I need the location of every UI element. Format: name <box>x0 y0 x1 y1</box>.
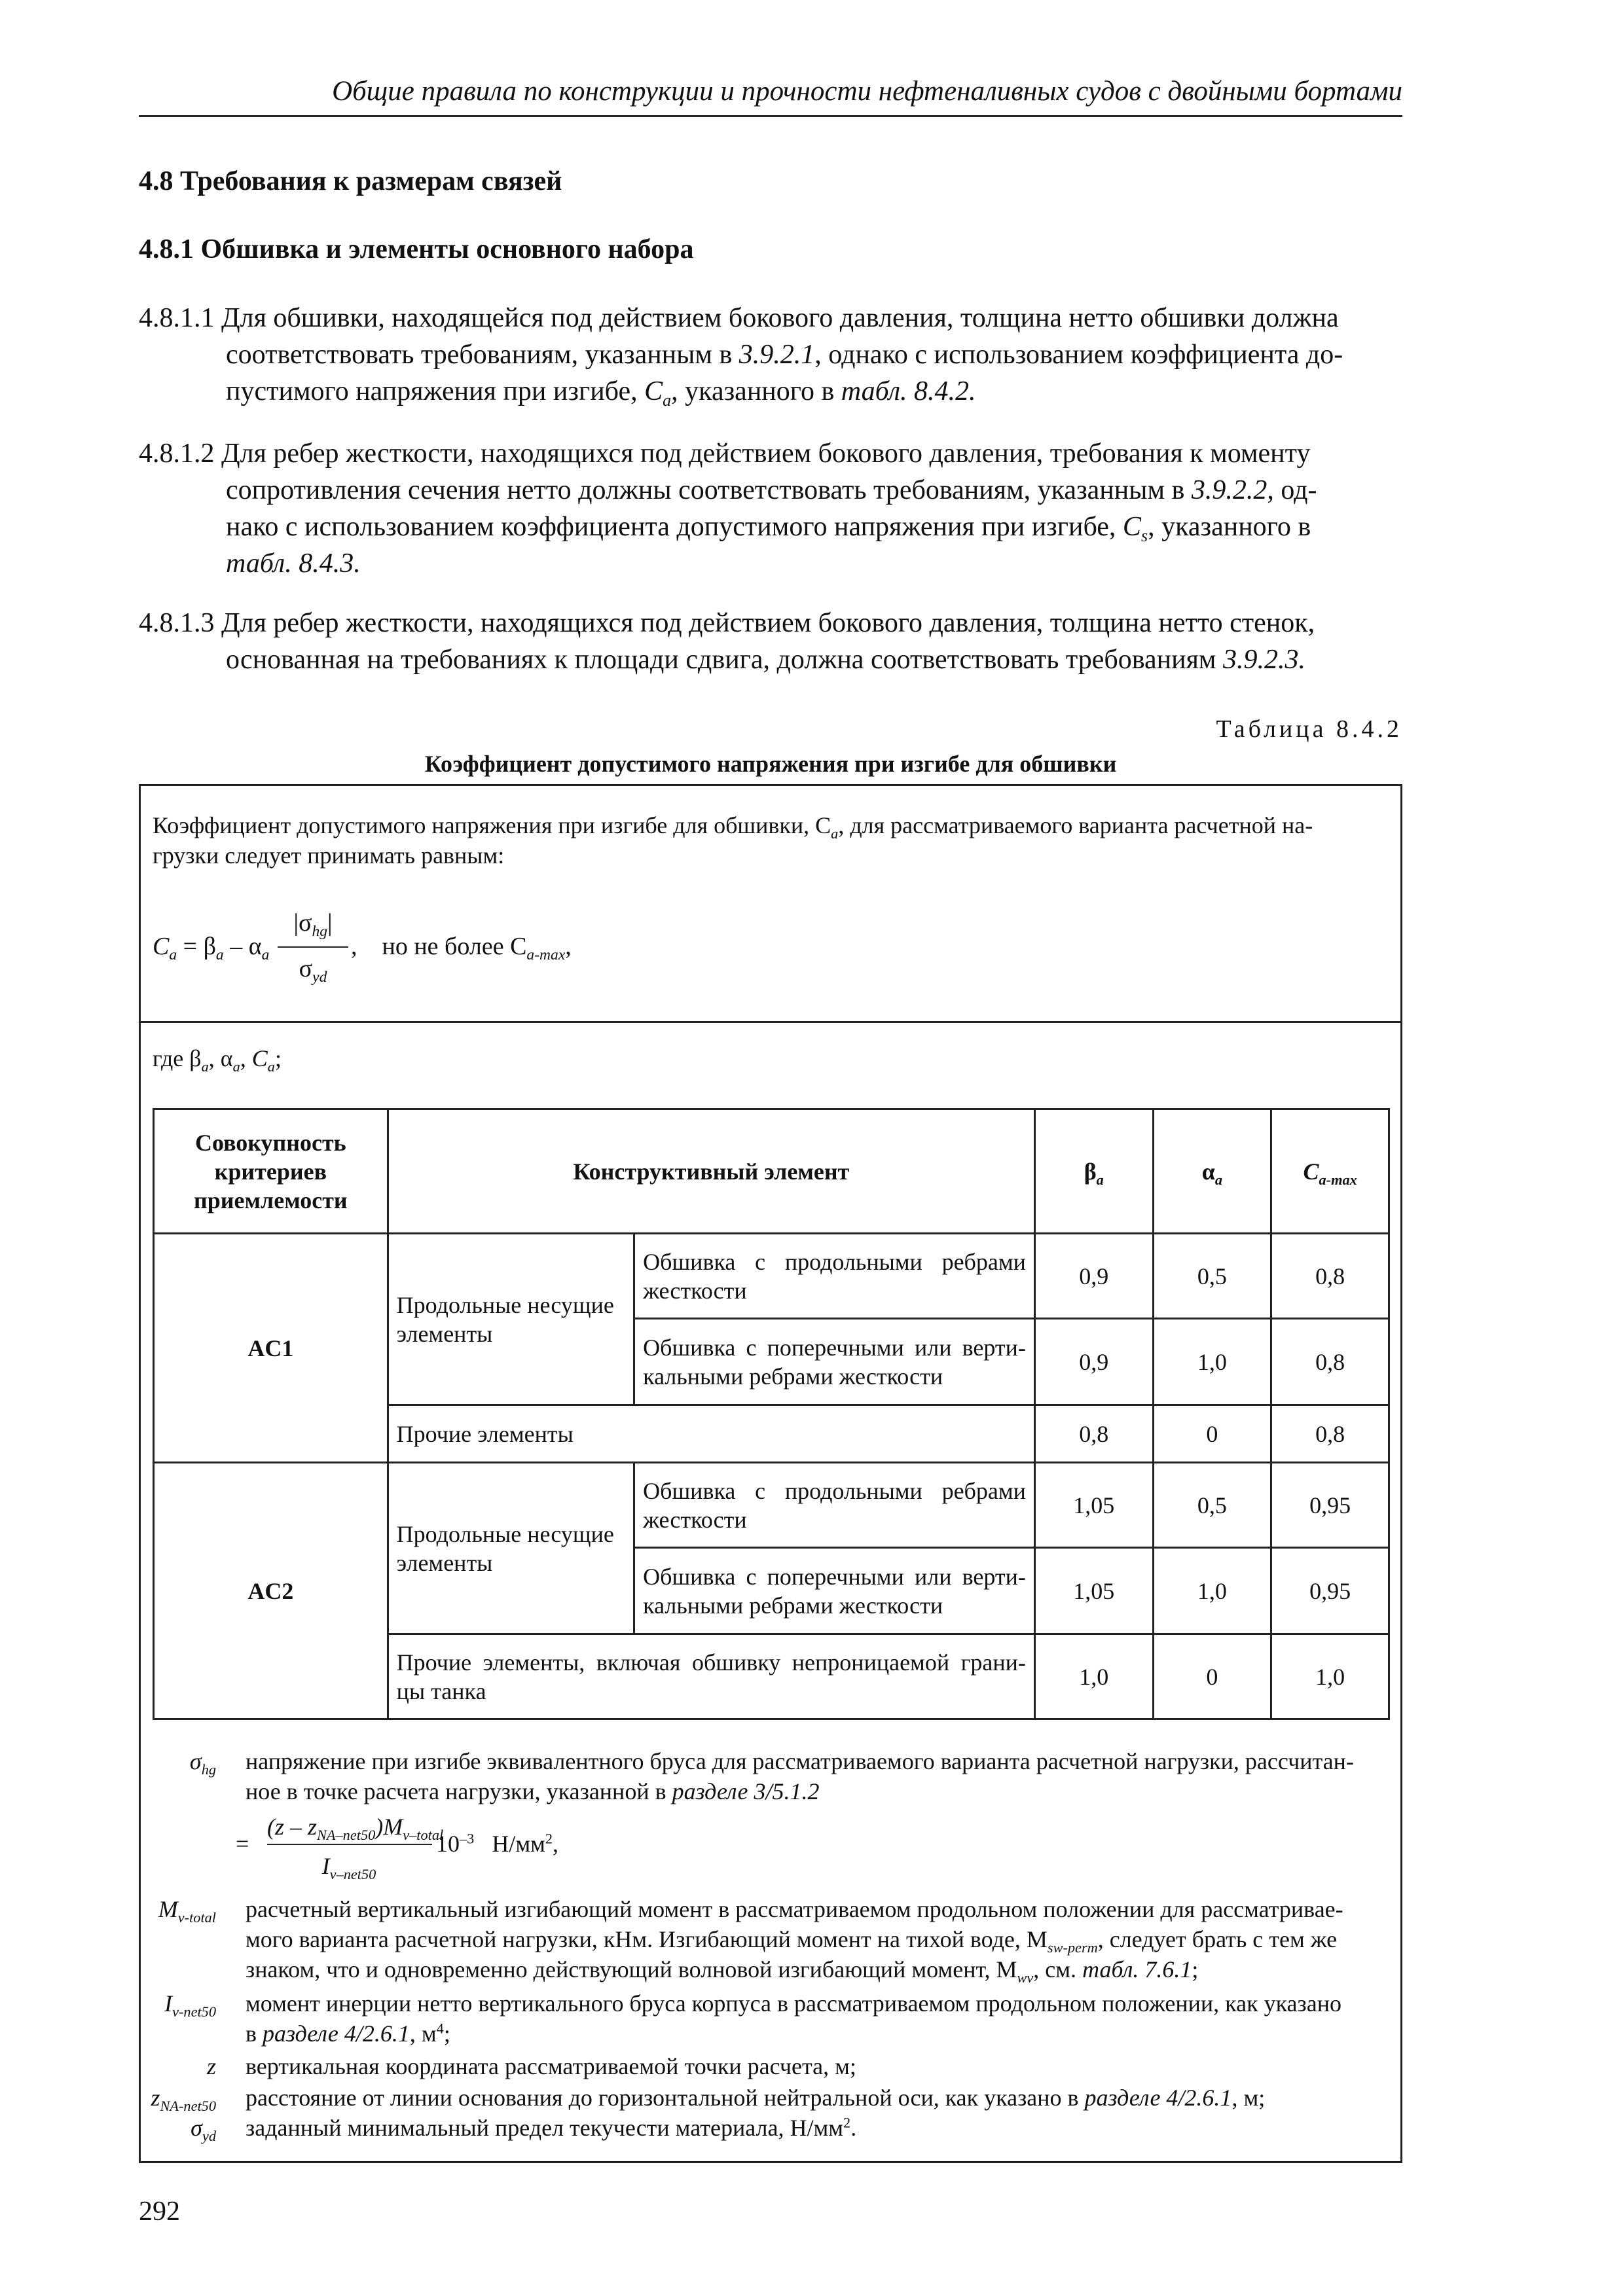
formula-text: = β <box>177 933 216 960</box>
symbol-subscript: yd <box>312 969 327 986</box>
symbol-subscript: a <box>169 946 177 964</box>
text: в <box>246 2020 263 2047</box>
formula-text: 10 <box>436 1831 460 1857</box>
symbol-letter: σ <box>189 1748 202 1774</box>
definition-text <box>246 1746 1388 1806</box>
text: , м; <box>1231 2085 1266 2111</box>
intro-line <box>153 810 1390 840</box>
header-alpha <box>1153 1109 1271 1234</box>
text: ное в точке расчета нагрузки, указанной в <box>246 1778 672 1804</box>
superscript: 2 <box>843 2114 851 2131</box>
alpha-cell: 1,0 <box>1153 1319 1271 1405</box>
header-element: Конструктивный элемент <box>388 1109 1034 1234</box>
reference-link[interactable]: табл. 8.4.3. <box>226 548 361 579</box>
symbol-subscript: a <box>267 1058 275 1075</box>
member-group-cell: Продольные несущие элементы <box>388 1463 634 1634</box>
text: пустимого напряжения при изгибе, <box>226 376 645 406</box>
text: ; <box>443 2020 450 2047</box>
symbol-subscript: a <box>663 391 672 410</box>
reference-link[interactable]: табл. 7.6.1 <box>1082 1956 1192 1982</box>
formula-text: , <box>565 933 572 960</box>
symbol-subscript: wv <box>1017 1969 1034 1986</box>
formula-text: – α <box>223 933 262 960</box>
cmax-cell: 1,0 <box>1271 1634 1389 1719</box>
text: напряжение при изгибе эквивалентного бруса для рассматриваемого варианта расчетной нагрузки, рассчитан- <box>246 1748 1354 1774</box>
text: где β <box>153 1045 202 1071</box>
formula-ca <box>153 932 270 964</box>
header-criteria: Совокупность критериев приемлемости <box>154 1109 388 1234</box>
table-label: Таблица 8.4.2 <box>1216 715 1402 743</box>
text: , C <box>240 1045 268 1071</box>
alpha-cell: 0 <box>1153 1634 1271 1719</box>
symbol-letter: I <box>164 1990 173 2017</box>
cmax-cell: 0,95 <box>1271 1548 1389 1634</box>
sigma-numerator <box>267 1812 444 1843</box>
beta-cell: 0,8 <box>1034 1405 1153 1463</box>
definition-symbol <box>158 1894 216 1924</box>
text <box>246 1776 1388 1806</box>
text: знаком, что и одновременно действующий волновой изгибающий момент, M <box>246 1956 1017 1982</box>
symbol <box>1122 512 1148 546</box>
text: , м <box>409 2020 437 2047</box>
definition-symbol <box>151 2083 216 2113</box>
superscript: –3 <box>460 1830 475 1847</box>
symbol-subscript: s <box>1140 526 1148 546</box>
formula-tail: , но не более $C_{a-max}$, <box>351 933 572 964</box>
cmax-cell: 0,8 <box>1271 1234 1389 1319</box>
definition-symbol: z <box>206 2053 216 2079</box>
paragraph-4-8-1-2 <box>139 435 1402 582</box>
symbol-letter: σ <box>191 2115 202 2141</box>
formula-text: (z – z <box>267 1814 318 1840</box>
fraction-bar <box>267 1844 432 1845</box>
beta-cell: 1,05 <box>1034 1463 1153 1548</box>
text <box>246 1924 1388 1954</box>
reference-link[interactable]: 3.9.2.1 <box>739 340 815 370</box>
text: , однако с использованием коэффициента до- <box>814 340 1343 370</box>
reference-link[interactable]: табл. 8.4.2. <box>841 376 976 406</box>
text: мого варианта расчетной нагрузки, кНм. Изгибающий момент на тихой воде, M <box>246 1926 1048 1952</box>
header-rule <box>139 115 1402 117</box>
definition-symbol <box>164 1988 216 2018</box>
symbol-subscript: hg <box>201 1761 216 1778</box>
beta-cell: 1,0 <box>1034 1634 1153 1719</box>
text <box>246 2018 1388 2049</box>
paragraph-line <box>139 472 1402 509</box>
paragraph-line <box>139 336 1402 373</box>
symbol-letter: C <box>1122 512 1141 542</box>
reference-link[interactable]: разделе 4/2.6.1 <box>263 2020 410 2047</box>
table-header-row <box>154 1109 1389 1234</box>
cmax-cell: 0,95 <box>1271 1463 1389 1548</box>
formula-text: |σ <box>293 909 312 937</box>
symbol-subscript: a-max <box>526 946 566 964</box>
formula-numerator <box>280 908 346 941</box>
symbol-subscript: v-total <box>177 1909 216 1926</box>
element-cell: Обшивка с продольными ребрами жесткости <box>634 1463 1035 1548</box>
paragraph-4-8-1-3 <box>139 605 1402 678</box>
superscript: 2 <box>545 1830 553 1847</box>
symbol-letter: M <box>158 1896 178 1922</box>
symbol-subscript: v–net50 <box>329 1865 376 1882</box>
superscript: 4 <box>436 2020 444 2037</box>
criteria-table <box>153 1108 1390 1720</box>
symbol <box>644 376 672 410</box>
symbol-subscript: NA–net50 <box>317 1826 376 1843</box>
formula-text: , <box>553 1831 559 1857</box>
beta-cell: 0,9 <box>1034 1319 1153 1405</box>
formula-denominator <box>280 954 346 986</box>
formula-text: )M <box>375 1814 403 1840</box>
table-title: Коэффициент допустимого напряжения при изгибе для обшивки <box>424 751 1117 777</box>
running-header: Общие правила по конструкции и прочности нефтеналивных судов с двойными бортами <box>332 76 1402 107</box>
element-cell: Прочие элементы <box>388 1405 1034 1463</box>
fraction-bar <box>278 946 348 948</box>
beta-cell: 1,05 <box>1034 1548 1153 1634</box>
text: , следует брать с тем же <box>1097 1926 1338 1952</box>
text: основанная на требованиях к площади сдвига, должна соответствовать требованиям <box>226 645 1224 675</box>
definition-text <box>246 1988 1388 2049</box>
formula-text: I <box>321 1853 330 1879</box>
text: расчетный вертикальный изгибающий момент в рассматриваемом продольном положении для рассматривае- <box>246 1896 1343 1922</box>
alpha-cell: 0,5 <box>1153 1463 1271 1548</box>
reference-link[interactable]: 3.9.2.3. <box>1223 645 1306 675</box>
text: , указанного в <box>671 376 841 406</box>
element-cell: Прочие элементы, включая обшивку непроницаемой грани-цы танка <box>388 1634 1034 1719</box>
sigma-denominator <box>267 1851 431 1881</box>
text: C <box>1303 1158 1319 1185</box>
reference-link[interactable]: разделе 4/2.6.1 <box>1084 2085 1232 2111</box>
paragraph-line <box>139 509 1402 545</box>
symbol-subscript: a <box>261 946 270 964</box>
paragraph-line <box>139 373 1402 410</box>
criterion-cell: AC1 <box>154 1234 388 1463</box>
reference-link[interactable]: 3.9.2.2 <box>1191 475 1267 505</box>
header-beta <box>1034 1109 1153 1234</box>
alpha-cell: 1,0 <box>1153 1548 1271 1634</box>
symbol-subscript: a <box>831 825 839 842</box>
formula-text: σ <box>299 955 313 982</box>
symbol-letter: z <box>151 2085 160 2111</box>
formula-text: | <box>327 909 333 937</box>
text: β <box>1084 1158 1097 1185</box>
criterion-cell: AC2 <box>154 1463 388 1719</box>
text: , указанного в <box>1148 512 1311 542</box>
element-cell: Обшивка с поперечными или верти-кальными ребрами жесткости <box>634 1319 1035 1405</box>
symbol-subscript: v-net50 <box>172 2003 216 2020</box>
where-line <box>153 1043 282 1073</box>
cmax-cell: 0,8 <box>1271 1405 1389 1463</box>
definition-text <box>246 2113 1388 2143</box>
text: заданный минимальный предел текучести материала, Н/мм <box>246 2115 844 2141</box>
symbol-subscript: a <box>1096 1171 1104 1188</box>
page-number: 292 <box>139 2197 180 2227</box>
cmax-cell: 0,8 <box>1271 1319 1389 1405</box>
text: α <box>1201 1158 1215 1185</box>
symbol-subscript: a <box>232 1058 240 1075</box>
table-row <box>154 1234 1389 1319</box>
symbol-subscript: sw-perm <box>1047 1939 1098 1956</box>
definition-text: вертикальная координата рассматриваемой точки расчета, м; <box>246 2053 856 2079</box>
symbol-subscript: v–total <box>403 1826 444 1843</box>
text: , α <box>208 1045 233 1071</box>
symbol-subscript: a <box>201 1058 209 1075</box>
equals-sign: = <box>236 1831 249 1857</box>
paragraph-4-8-1-1 <box>139 300 1402 410</box>
table-intro <box>153 810 1390 870</box>
section-heading: 4.8 Требования к размерам связей <box>139 166 562 196</box>
definition-symbol <box>190 1746 216 1776</box>
paragraph-line <box>139 641 1402 678</box>
text: , см. <box>1033 1956 1083 1982</box>
header-cmax <box>1271 1109 1389 1234</box>
sigma-factor <box>436 1829 558 1859</box>
beta-cell: 0,9 <box>1034 1234 1153 1319</box>
symbol-subscript: hg <box>312 923 328 941</box>
text: момент инерции нетто вертикального бруса корпуса в рассматриваемом продольном положении, как указано <box>246 1990 1341 2017</box>
text <box>246 1954 1388 1984</box>
table-row <box>154 1463 1389 1548</box>
alpha-cell: 0 <box>1153 1405 1271 1463</box>
formula-text: Н/мм <box>492 1831 545 1857</box>
definition-symbol <box>191 2113 216 2143</box>
text: , для рассматриваемого варианта расчетной на- <box>838 812 1313 838</box>
definition-text <box>246 1894 1388 1984</box>
text: расстояние от линии основания до горизонтальной нейтральной оси, как указано в <box>246 2085 1085 2111</box>
text: Коэффициент допустимого напряжения при изгибе для обшивки, C <box>153 812 831 838</box>
symbol-subscript: NA-net50 <box>160 2097 216 2114</box>
element-cell: Обшивка с поперечными или верти-кальными ребрами жесткости <box>634 1548 1035 1634</box>
reference-link[interactable]: разделе 3/5.1.2 <box>672 1778 820 1804</box>
symbol-letter: C <box>153 933 170 960</box>
text: соответствовать требованиям, указанным в <box>226 340 739 370</box>
symbol-subscript: a-max <box>1319 1171 1357 1188</box>
element-cell: Обшивка с продольными ребрами жесткости <box>634 1234 1035 1319</box>
text: сопротивления сечения нетто должны соответствовать требованиям, указанным в <box>226 475 1192 505</box>
text: , од- <box>1267 475 1317 505</box>
subsection-heading: 4.8.1 Обшивка и элементы основного набора <box>139 234 694 264</box>
paragraph-line: 4.8.1.2 Для ребер жесткости, находящихся под действием бокового давления, требования к моменту <box>139 439 1311 469</box>
text: ; <box>274 1045 282 1071</box>
paragraph-line: 4.8.1.3 Для ребер жесткости, находящихся под действием бокового давления, толщина нетто стенок, <box>139 608 1315 638</box>
intro-line: грузки следует принимать равным: <box>153 842 505 869</box>
definition-text <box>246 2083 1388 2113</box>
table-frame-divider <box>139 1021 1402 1023</box>
symbol-subscript: a <box>1214 1171 1223 1188</box>
symbol-letter: C <box>644 376 663 406</box>
text: . <box>850 2115 857 2141</box>
formula-text: но не более C <box>382 933 527 960</box>
member-group-cell: Продольные несущие элементы <box>388 1234 634 1405</box>
text: ; <box>1192 1956 1199 1982</box>
paragraph-line: 4.8.1.1 Для обшивки, находящейся под действием бокового давления, толщина нетто обшивки должна <box>139 303 1339 333</box>
symbol-subscript: a <box>215 946 224 964</box>
alpha-cell: 0,5 <box>1153 1234 1271 1319</box>
text: нако с использованием коэффициента допустимого напряжения при изгибе, <box>226 512 1123 542</box>
symbol-subscript: yd <box>202 2127 216 2144</box>
